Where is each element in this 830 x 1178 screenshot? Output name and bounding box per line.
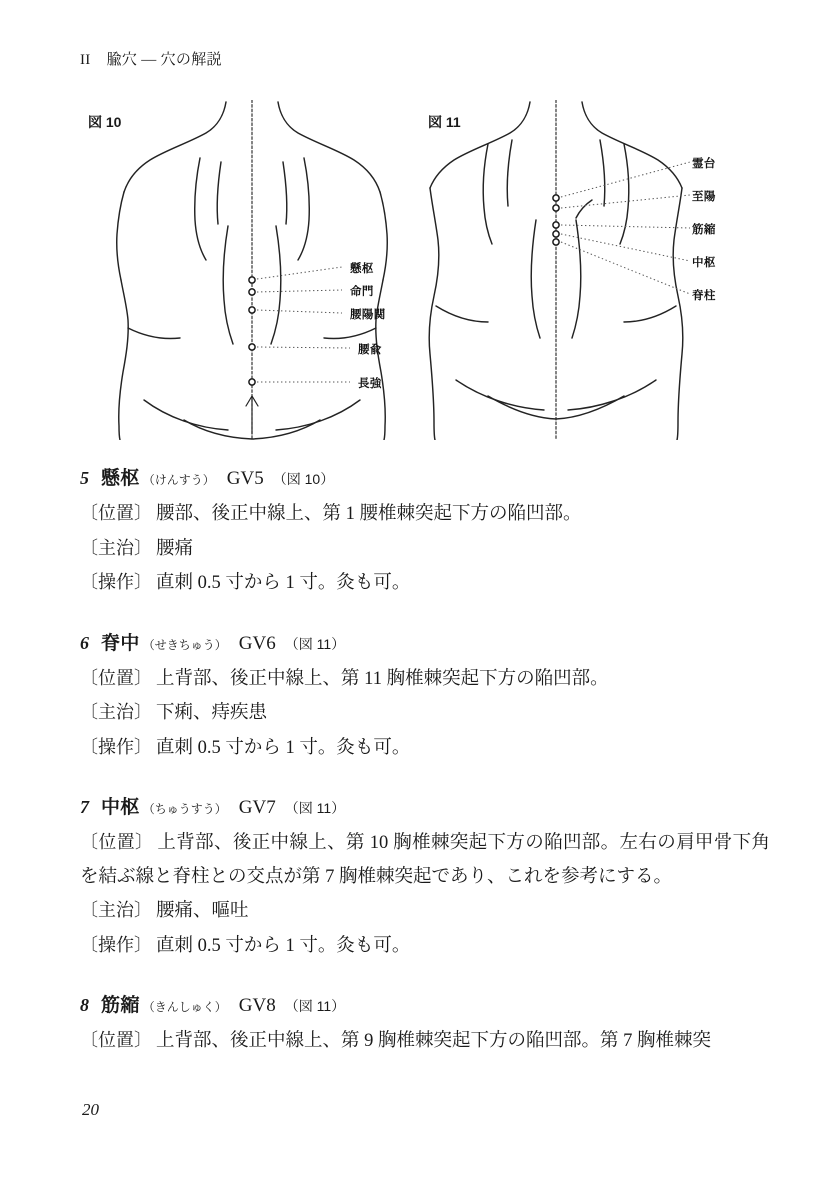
running-head-section-number: II [80, 52, 91, 68]
running-head-title: 腧穴 — 穴の解説 [106, 52, 222, 68]
entry-gv8-heading [80, 989, 770, 1024]
entry-gv5-number: 5 [80, 468, 89, 488]
entry-gv7 [80, 791, 770, 963]
entry-gv5-manipulation-text: 直刺 0.5 寸から 1 寸。灸も可。 [156, 573, 411, 593]
figure-10-label-chokyo: 長強 [358, 378, 382, 390]
label-location: 〔位置〕 [80, 667, 152, 688]
entry-gv5-name: 懸枢 [101, 468, 140, 489]
entry-gv7-location [80, 826, 770, 894]
figure-11 [428, 100, 778, 440]
entry-gv5-indications-text: 腰痛 [156, 538, 194, 559]
entry-gv5 [80, 462, 770, 601]
entry-gv8-kana: （きんしゅく） [142, 1000, 227, 1014]
entry-gv8-number: 8 [80, 995, 89, 1015]
entry-gv7-number: 7 [80, 797, 89, 817]
entry-gv6-location-text: 上背部、後正中線上、第 11 胸椎棘突起下方の陥凹部。 [156, 668, 609, 689]
entry-gv8-code: GV8 [238, 995, 276, 1016]
entry-gv5-figref: （図 10） [272, 471, 335, 487]
entry-gv5-manipulation [80, 566, 770, 601]
figure-11-caption: 図 11 [428, 114, 461, 130]
entry-gv6-figref: （図 11） [284, 635, 346, 652]
label-location: 〔位置〕 [80, 832, 154, 852]
entry-gv5-location-text: 腰部、後正中線上、第 1 腰椎棘突起下方の陥凹部。 [156, 504, 582, 524]
entry-gv7-location-text: 上背部、後正中線上、第 10 胸椎棘突起下方の陥凹部。左右の肩甲骨下角を結ぶ線と脊柱との交点が第 7 胸椎棘突起であり、これを参考にする。 [80, 833, 770, 887]
running-head [80, 48, 222, 69]
figure-11-illustration [428, 100, 778, 440]
figure-11-label-shiyo: 至陽 [692, 191, 716, 203]
figure-10-caption: 図 10 [88, 114, 122, 130]
label-location: 〔位置〕 [80, 1030, 152, 1050]
label-indications: 〔主治〕 [80, 537, 152, 558]
body-text [80, 462, 770, 1059]
entry-gv6-location [80, 662, 770, 697]
entry-gv7-code: GV7 [238, 797, 276, 818]
figure-10 [88, 100, 418, 440]
entry-gv7-manipulation [80, 929, 770, 964]
label-indications: 〔主治〕 [80, 702, 152, 722]
entry-gv5-code: GV5 [226, 468, 264, 489]
entry-gv6 [80, 627, 770, 766]
entry-gv7-manipulation-text: 直刺 0.5 寸から 1 寸。灸も可。 [156, 935, 411, 956]
figure-10-label-yoyu: 腰兪 [358, 344, 382, 356]
entry-gv5-location [80, 497, 770, 532]
figure-11-label-sekichu: 脊柱 [692, 290, 716, 302]
entry-gv6-indications-text: 下痢、痔疾患 [156, 703, 268, 723]
entry-gv6-indications [80, 696, 770, 731]
entry-gv6-code: GV6 [238, 632, 276, 654]
entry-gv6-kana: （せきちゅう） [142, 637, 227, 652]
entry-gv8-location [80, 1024, 770, 1059]
figure-11-label-chusu: 中枢 [692, 257, 716, 269]
entry-gv5-indications [80, 532, 770, 567]
entry-gv6-number: 6 [80, 632, 89, 653]
label-manipulation: 〔操作〕 [80, 736, 152, 757]
label-location: 〔位置〕 [80, 503, 152, 523]
entry-gv8-name: 筋縮 [101, 995, 140, 1016]
entry-gv7-heading [80, 791, 770, 826]
entry-gv8-location-text: 上背部、後正中線上、第 9 胸椎棘突起下方の陥凹部。第 7 胸椎棘突 [156, 1031, 712, 1051]
entry-gv5-kana: （けんすう） [142, 473, 215, 487]
label-manipulation: 〔操作〕 [80, 934, 152, 955]
label-manipulation: 〔操作〕 [80, 572, 152, 592]
entry-gv6-manipulation-text: 直刺 0.5 寸から 1 寸。灸も可。 [156, 737, 411, 758]
figure-10-label-kensu: 懸枢 [350, 263, 374, 275]
entry-gv7-indications-text: 腰痛、嘔吐 [156, 901, 249, 921]
entry-gv6-manipulation [80, 731, 770, 766]
entry-gv6-name: 脊中 [101, 632, 140, 654]
figure-10-label-yoyokan: 腰陽関 [350, 309, 386, 321]
label-indications: 〔主治〕 [80, 900, 152, 920]
entry-gv7-indications [80, 894, 770, 929]
entry-gv8 [80, 989, 770, 1059]
entry-gv8-figref: （図 11） [284, 998, 346, 1014]
entry-gv7-figref: （図 11） [284, 800, 346, 816]
figure-11-label-reidai: 霊台 [692, 158, 716, 170]
entry-gv7-name: 中枢 [101, 797, 140, 818]
entry-gv5-heading [80, 462, 770, 497]
page-number: 20 [82, 1100, 99, 1119]
figure-11-label-kinshuku: 筋縮 [692, 224, 716, 236]
entry-gv6-heading [80, 627, 770, 662]
figure-10-label-meimon: 命門 [350, 286, 374, 298]
figure-block [0, 100, 830, 450]
entry-gv7-kana: （ちゅうすう） [142, 802, 227, 816]
